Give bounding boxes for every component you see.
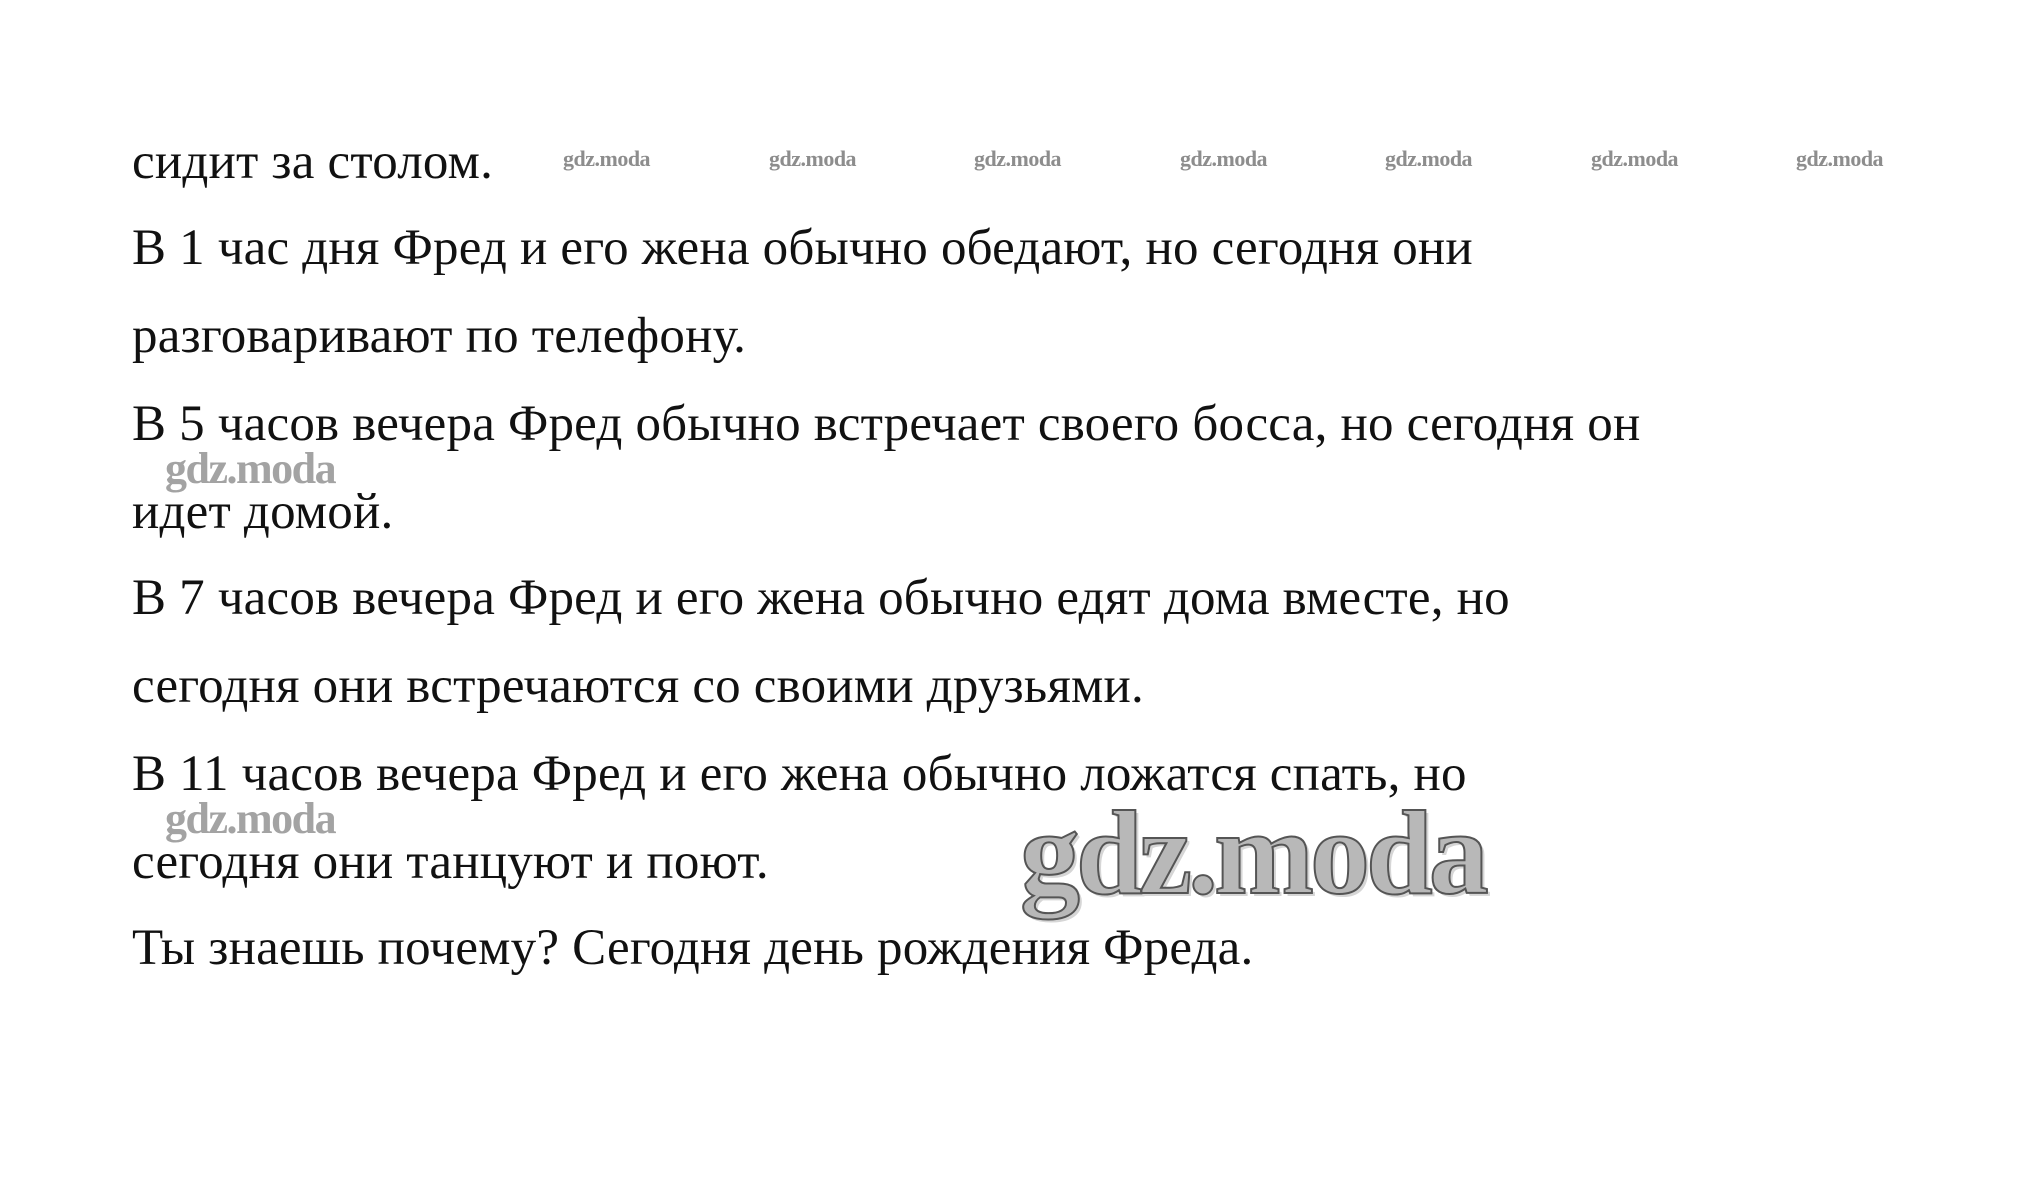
text-line-2: В 1 час дня Фред и его жена обычно обедают, но сегодня они: [132, 220, 1473, 276]
text-line-10: Ты знаешь почему? Сегодня день рождения Фреда.: [132, 920, 1254, 976]
text-line-5: идет домой.: [132, 484, 394, 540]
watermark-logo-large: gdz.moda: [1020, 786, 1485, 919]
watermark-logo: gdz.moda: [563, 146, 651, 171]
watermark-logo: gdz.moda: [769, 146, 857, 171]
watermark-logo: gdz.moda: [165, 794, 336, 843]
text-line-9: сегодня они танцуют и поют.: [132, 834, 769, 890]
text-line-4: В 5 часов вечера Фред обычно встречает своего босса, но сегодня он: [132, 396, 1641, 452]
text-line-8: В 11 часов вечера Фред и его жена обычно ложатся спать, но: [132, 746, 1467, 802]
watermark-logo: gdz.moda: [974, 146, 1062, 171]
text-line-1: сидит за столом.: [132, 134, 494, 190]
watermark-logo: gdz.moda: [165, 444, 336, 493]
text-line-6: В 7 часов вечера Фред и его жена обычно едят дома вместе, но: [132, 570, 1510, 626]
watermark-logo: gdz.moda: [1180, 146, 1268, 171]
text-line-7: сегодня они встречаются со своими друзьями.: [132, 658, 1144, 714]
watermark-logo: gdz.moda: [1591, 146, 1679, 171]
watermark-logo: gdz.moda: [1385, 146, 1473, 171]
watermark-logo: gdz.moda: [1796, 146, 1884, 171]
text-line-3: разговаривают по телефону.: [132, 308, 747, 364]
